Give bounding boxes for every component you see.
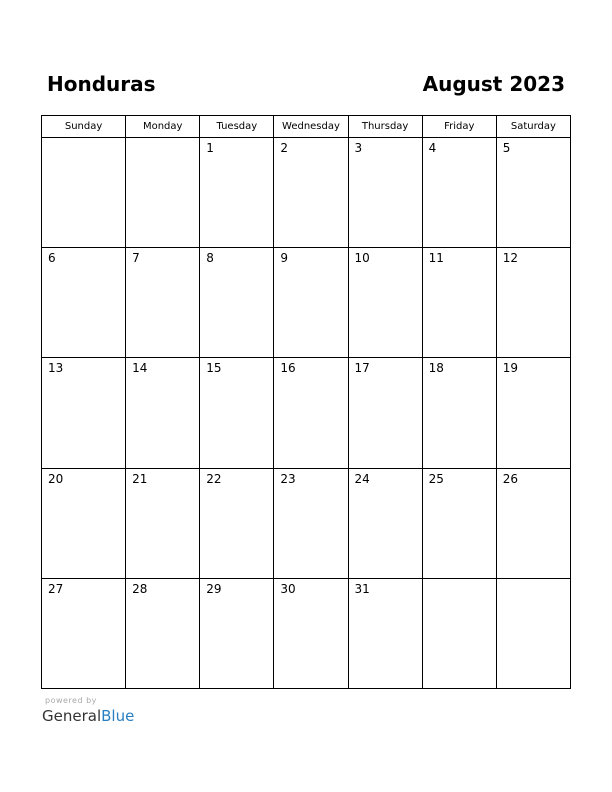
day-cell: [200, 578, 274, 688]
day-cell: [496, 468, 570, 578]
day-cell: [274, 468, 348, 578]
day-number: [497, 579, 570, 582]
day-cell: [348, 358, 422, 468]
weekday-thursday: Thursday: [348, 116, 422, 138]
week-row: [42, 248, 571, 358]
day-cell: [42, 578, 126, 688]
day-number: 21: [132, 471, 148, 486]
weekday-monday: Monday: [126, 116, 200, 138]
week-row: [42, 468, 571, 578]
day-cell: [496, 358, 570, 468]
calendar-grid: [41, 115, 571, 689]
day-cell: [422, 468, 496, 578]
day-cell: [496, 138, 570, 248]
day-cell: [42, 248, 126, 358]
day-cell: [126, 138, 200, 248]
day-number: 29: [206, 581, 222, 596]
weekday-saturday: Saturday: [496, 116, 570, 138]
day-number: 28: [132, 581, 148, 596]
day-cell: [200, 138, 274, 248]
month-year-title: August 2023: [422, 72, 565, 96]
day-number: 16: [280, 361, 296, 376]
week-row: [42, 578, 571, 688]
day-number: 31: [354, 581, 370, 596]
weekday-friday: Friday: [422, 116, 496, 138]
day-number: 6: [48, 251, 56, 266]
day-number: 23: [280, 471, 296, 486]
day-number: 25: [428, 471, 444, 486]
day-number: 9: [280, 251, 289, 266]
day-number: 24: [354, 471, 370, 486]
day-cell: [422, 358, 496, 468]
day-number: 17: [354, 361, 370, 376]
day-cell: [496, 248, 570, 358]
day-number: 12: [502, 251, 519, 266]
footer-branding: [42, 696, 134, 726]
day-cell: [274, 578, 348, 688]
day-cell: [496, 578, 570, 688]
weekday-wednesday: Wednesday: [274, 116, 348, 138]
day-cell: [274, 248, 348, 358]
brand-name-part2: Blue: [101, 707, 135, 725]
day-cell: [348, 248, 422, 358]
day-cell: [126, 578, 200, 688]
day-number: 13: [48, 361, 64, 376]
day-number: [423, 579, 496, 582]
day-number: 8: [206, 251, 214, 266]
day-cell: [422, 248, 496, 358]
day-number: 14: [132, 361, 148, 376]
day-cell: [42, 138, 126, 248]
powered-by-text: powered by: [45, 696, 97, 705]
day-number: 27: [48, 581, 64, 596]
day-cell: [42, 358, 126, 468]
day-cell: [422, 138, 496, 248]
weekday-tuesday: Tuesday: [200, 116, 274, 138]
day-cell: [200, 468, 274, 578]
day-cell: [274, 138, 348, 248]
day-number: 19: [502, 361, 519, 376]
generalblue-logo[interactable]: [42, 706, 134, 726]
day-number: 1: [206, 141, 214, 155]
day-number: 22: [206, 471, 222, 486]
day-number: [126, 138, 199, 141]
day-cell: [126, 468, 200, 578]
weekday-sunday: Sunday: [42, 116, 126, 138]
country-title: Honduras: [47, 72, 156, 96]
day-cell: [274, 358, 348, 468]
day-number: 7: [132, 251, 140, 266]
day-cell: [200, 248, 274, 358]
day-cell: [422, 578, 496, 688]
day-cell: [348, 578, 422, 688]
day-number: 10: [354, 251, 370, 266]
day-number: 11: [428, 251, 444, 266]
day-cell: [42, 468, 126, 578]
day-number: 20: [48, 471, 64, 486]
day-number: 15: [206, 361, 222, 376]
day-number: 2: [280, 141, 289, 155]
week-row: [42, 138, 571, 248]
day-number: [42, 138, 125, 141]
day-cell: [200, 358, 274, 468]
day-cell: [126, 358, 200, 468]
week-row: [42, 358, 571, 468]
day-number: 4: [428, 141, 437, 155]
day-number: 3: [354, 141, 363, 155]
brand-name-part1: General: [42, 707, 102, 725]
day-number: 5: [502, 141, 511, 155]
day-number: 18: [428, 361, 444, 376]
weekday-header-row: [42, 116, 571, 138]
day-cell: [348, 468, 422, 578]
day-number: 26: [502, 471, 519, 486]
day-cell: [126, 248, 200, 358]
day-cell: [348, 138, 422, 248]
day-number: 30: [280, 581, 296, 596]
